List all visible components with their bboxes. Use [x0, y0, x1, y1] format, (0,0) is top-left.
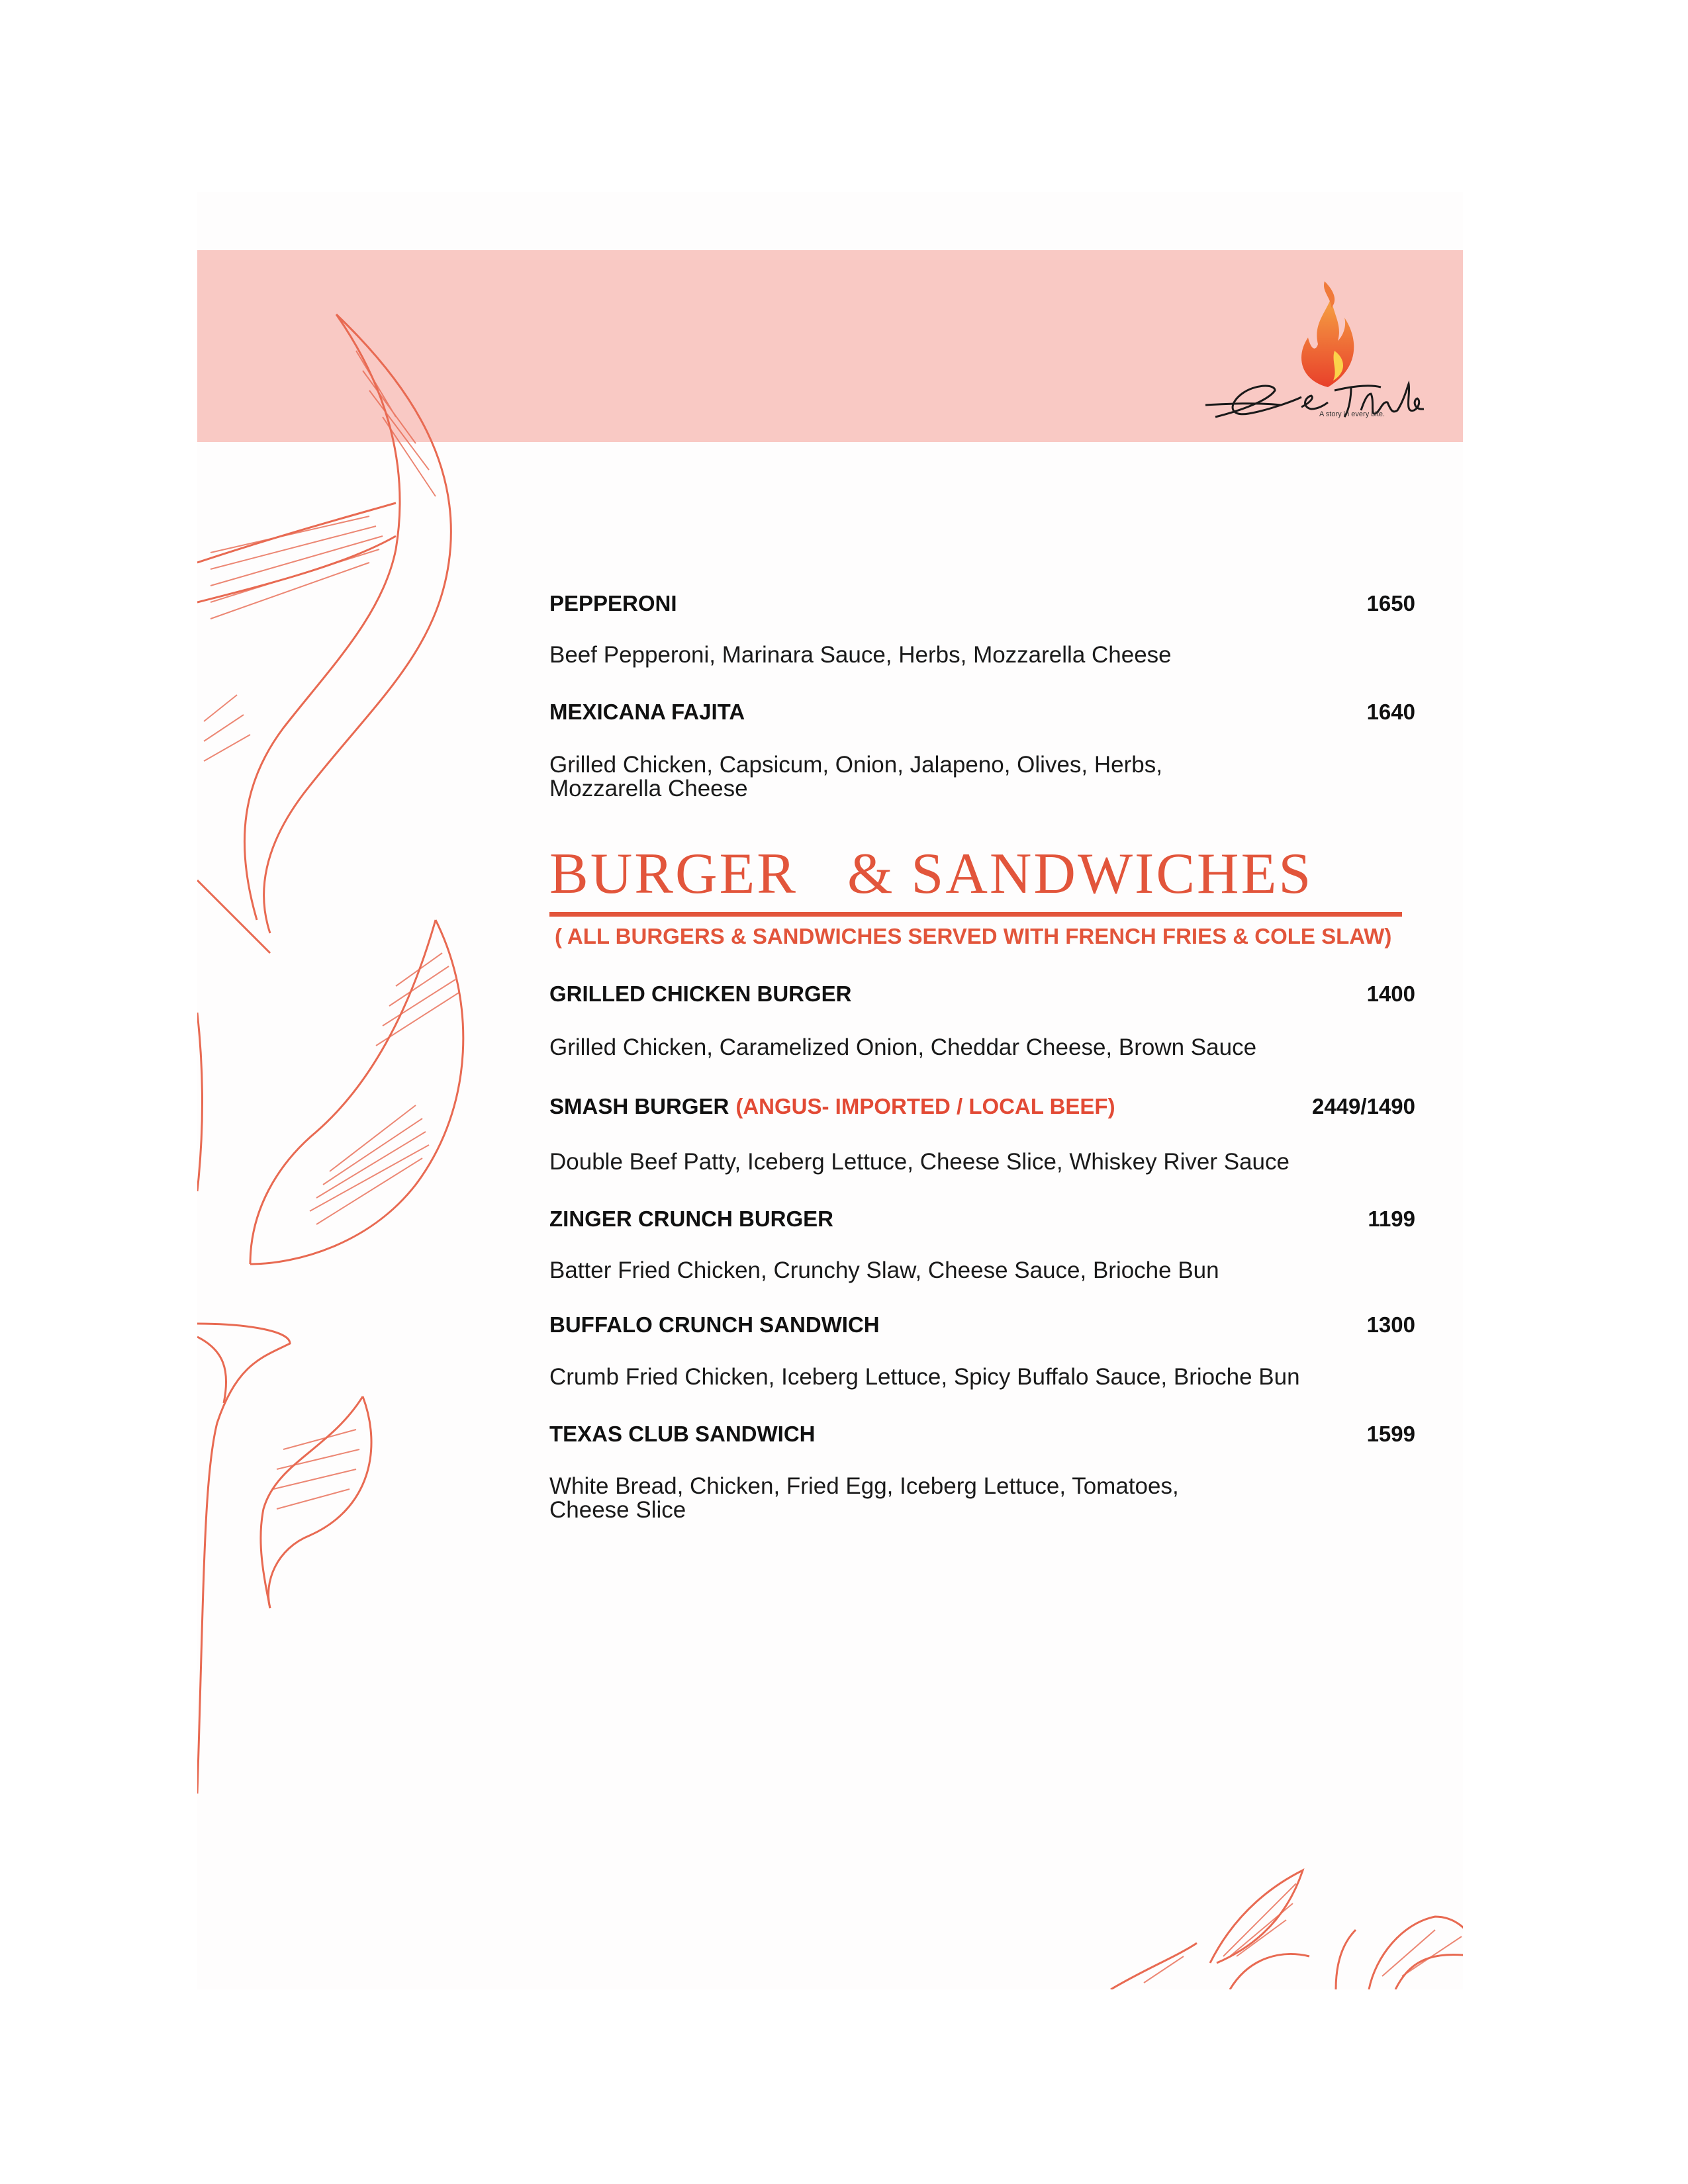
- item-name: GRILLED CHICKEN BURGER: [549, 981, 852, 1006]
- section-divider: [549, 912, 1402, 917]
- item-price: 2449/1490: [1312, 1094, 1415, 1118]
- brand-tagline: A story in every bite.: [1319, 410, 1385, 418]
- item-description: Double Beef Patty, Iceberg Lettuce, Cheese Slice, Whiskey River Sauce: [549, 1149, 1289, 1175]
- item-name: BUFFALO CRUNCH SANDWICH: [549, 1312, 880, 1337]
- item-description: Beef Pepperoni, Marinara Sauce, Herbs, Mozzarella Cheese: [549, 642, 1172, 668]
- item-name: MEXICANA FAJITA: [549, 700, 745, 724]
- menu-item-grilled-chicken-burger: [549, 978, 1415, 1010]
- item-description-line: Cheese Slice: [549, 1497, 686, 1523]
- menu-page: [197, 192, 1463, 1989]
- item-name: TEXAS CLUB SANDWICH: [549, 1422, 816, 1446]
- item-description: [549, 753, 1410, 801]
- section-note: ( ALL BURGERS & SANDWICHES SERVED WITH FRENCH FRIES & COLE SLAW): [555, 924, 1392, 948]
- item-description-line: White Bread, Chicken, Fried Egg, Iceberg Lettuce, Tomatoes,: [549, 1473, 1179, 1499]
- item-description: [549, 1475, 1410, 1522]
- item-price: 1199: [1368, 1206, 1415, 1231]
- item-name: SMASH BURGER: [549, 1094, 729, 1118]
- item-price: 1400: [1366, 981, 1415, 1006]
- item-price: 1650: [1366, 591, 1415, 615]
- leaf-decoration-bottom: [1104, 1857, 1463, 1989]
- item-description: Crumb Fried Chicken, Iceberg Lettuce, Spicy Buffalo Sauce, Brioche Bun: [549, 1364, 1300, 1390]
- item-name-group: [549, 1094, 1115, 1119]
- item-description-line: Grilled Chicken, Capsicum, Onion, Jalapeno, Olives, Herbs,: [549, 752, 1162, 778]
- item-description: Batter Fried Chicken, Crunchy Slaw, Cheese Sauce, Brioche Bun: [549, 1257, 1219, 1283]
- menu-item-texas-club-sandwich: [549, 1418, 1415, 1450]
- item-name: ZINGER CRUNCH BURGER: [549, 1206, 833, 1231]
- menu-item-pepperoni: [549, 588, 1415, 619]
- item-note: (ANGUS- IMPORTED / LOCAL BEEF): [735, 1094, 1115, 1118]
- item-price: 1300: [1366, 1312, 1415, 1337]
- section-title: BURGER & SANDWICHES: [549, 842, 1313, 906]
- brand-logo: [1202, 251, 1427, 430]
- menu-item-smash-burger: [549, 1091, 1415, 1122]
- item-description-line: Mozzarella Cheese: [549, 776, 748, 801]
- menu-item-buffalo-crunch-sandwich: [549, 1309, 1415, 1341]
- flame-icon: [1301, 298, 1354, 387]
- leaf-decoration-left: [197, 192, 502, 1813]
- menu-item-zinger-crunch-burger: [549, 1203, 1415, 1235]
- item-price: 1640: [1366, 700, 1415, 724]
- item-description: Grilled Chicken, Caramelized Onion, Cheddar Cheese, Brown Sauce: [549, 1034, 1257, 1060]
- item-price: 1599: [1366, 1422, 1415, 1446]
- item-name: PEPPERONI: [549, 591, 677, 615]
- menu-item-mexicana-fajita: [549, 696, 1415, 728]
